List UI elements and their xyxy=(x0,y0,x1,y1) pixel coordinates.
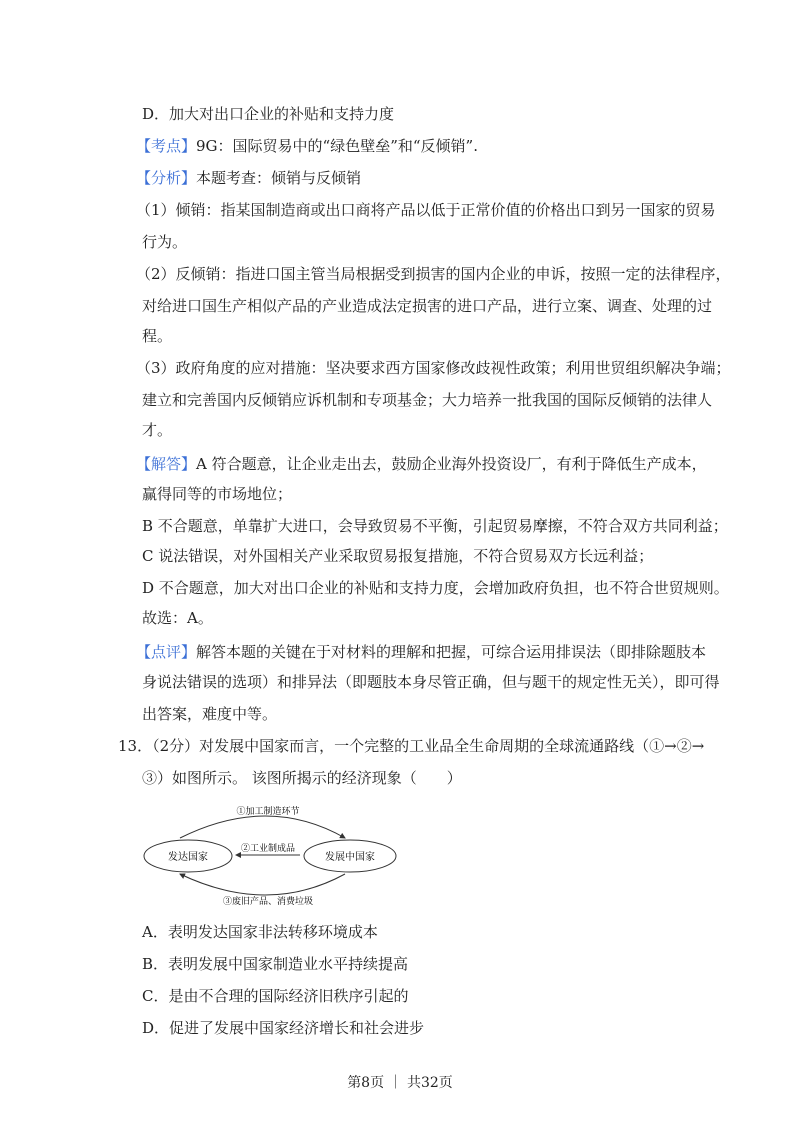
line-15: D 不合题意，加大对出口企业的补贴和支持力度，会增加政府负担，也不符合世贸规则。 xyxy=(142,579,729,597)
question-line-2: ③）如图所示。 该图所揭示的经济现象（ ） xyxy=(142,769,462,787)
right-node-label: 发展中国家 xyxy=(325,852,375,863)
line-18: 身说法错误的选项）和排异法（即题肢本身尽管正确，但与题干的规定性无关），即可得 xyxy=(142,673,720,691)
bottom-arrow-label: ③废旧产品、消费垃圾 xyxy=(222,897,314,907)
line-7: 程。 xyxy=(142,327,173,345)
line-4: 行为。 xyxy=(142,233,188,251)
line-1 xyxy=(136,136,478,156)
page-footer: 第8页 ｜ 共32页 xyxy=(347,1075,453,1091)
line-5: （2）反倾销：指进口国主管当局根据受到损害的国内企业的申诉，按照一定的法律程序， xyxy=(136,265,731,283)
dianping-text: 解答本题的关键在于对材料的理解和把握，可综合运用排误法（即排除题肢本 xyxy=(196,643,707,661)
option-b: B．表明发展中国家制造业水平持续提高 xyxy=(142,955,409,973)
line-19: 出答案，难度中等。 xyxy=(142,705,278,723)
line-0: D．加大对出口企业的补贴和支持力度 xyxy=(142,105,395,123)
line-10: 才。 xyxy=(142,421,173,439)
jieda-text: A 符合题意，让企业走出去，鼓励企业海外投资设厂，有利于降低生产成本， xyxy=(196,455,707,473)
line-9: 建立和完善国内反倾销应诉机制和专项基金；大力培养一批我国的国际反倾销的法律人 xyxy=(142,391,713,409)
line-14: C 说法错误，对外国相关产业采取贸易报复措施，不符合贸易双方长远利益； xyxy=(142,547,654,565)
line-11 xyxy=(136,454,707,474)
line-8: （3）政府角度的应对措施：坚决要求西方国家修改歧视性政策；利用世贸组织解决争端； xyxy=(136,359,731,377)
line-16: 故选：A。 xyxy=(142,609,213,627)
option-c: C．是由不合理的国际经济旧秩序引起的 xyxy=(142,987,409,1005)
tag-fenxi: 【分析】 xyxy=(136,169,197,187)
tag-dianping: 【点评】 xyxy=(136,643,197,661)
tag-kaodian: 【考点】 xyxy=(136,137,197,155)
line-12: 赢得同等的市场地位； xyxy=(142,485,293,503)
fenxi-text: 本题考查：倾销与反倾销 xyxy=(196,169,362,187)
question-line-1: 13．（2分）对发展中国家而言，一个完整的工业品全生命周期的全球流通路线（①→②→ xyxy=(118,737,705,755)
top-arrow xyxy=(180,816,345,838)
line-3: （1）倾销：指某国制造商或出口商将产品以低于正常价值的价格出口到另一国家的贸易 xyxy=(136,201,716,219)
line-2 xyxy=(136,168,361,188)
tag-jieda: 【解答】 xyxy=(136,455,197,473)
option-d: D．促进了发展中国家经济增长和社会进步 xyxy=(142,1019,425,1037)
left-node-label: 发达国家 xyxy=(168,852,208,863)
kaodian-text: 9G：国际贸易中的“绿色壁垒”和“反倾销”. xyxy=(196,137,478,155)
top-arrow-label: ①加工制造环节 xyxy=(236,807,300,817)
option-a: A．表明发达国家非法转移环境成本 xyxy=(142,923,378,941)
trade-flow-diagram xyxy=(140,800,400,910)
bottom-arrow xyxy=(180,874,345,895)
line-13: B 不合题意，单靠扩大进口，会导致贸易不平衡，引起贸易摩擦，不符合双方共同利益； xyxy=(142,517,728,535)
middle-arrow-label: ②工业制成品 xyxy=(240,844,296,854)
line-17 xyxy=(136,642,706,662)
line-6: 对给进口国生产相似产品的产业造成法定损害的进口产品，进行立案、调查、处理的过 xyxy=(142,297,713,315)
